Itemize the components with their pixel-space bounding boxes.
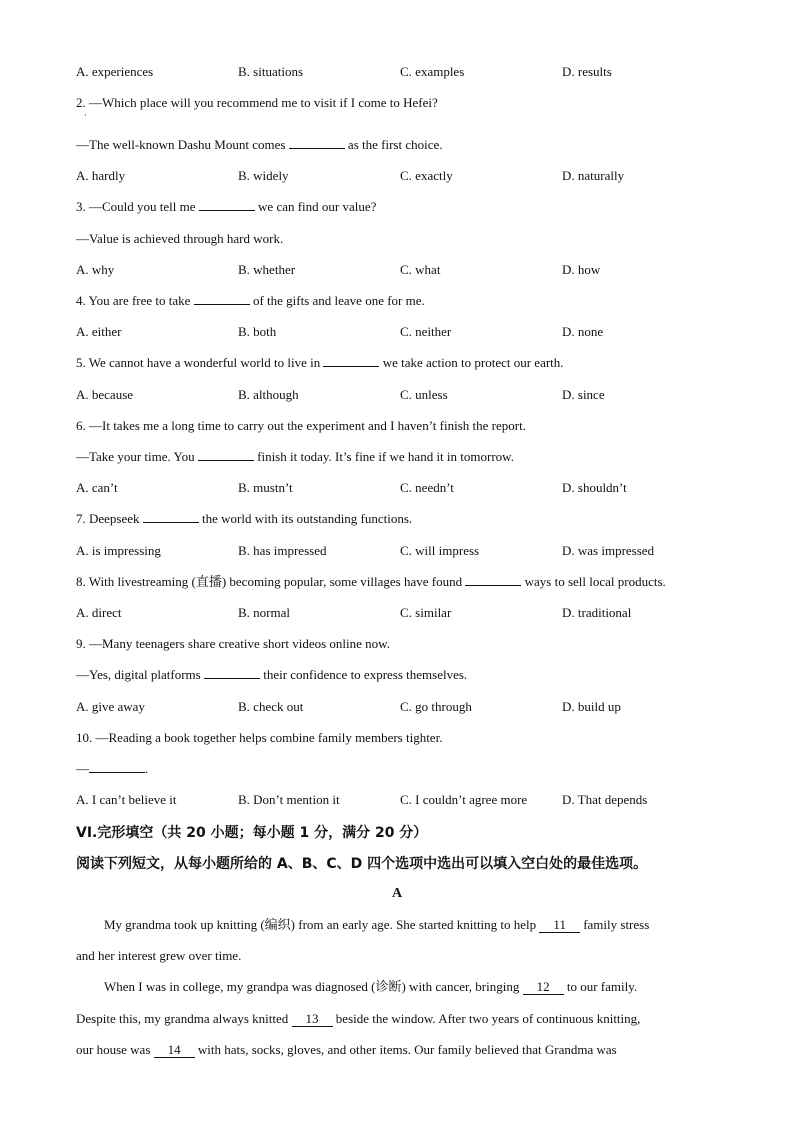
q4-option-d: D. none bbox=[562, 324, 604, 339]
q5-option-d: D. since bbox=[562, 387, 605, 402]
q10-stem: 10. —Reading a book together helps combine family members tighter. bbox=[76, 730, 443, 745]
q7-option-d: D. was impressed bbox=[562, 543, 655, 558]
q8-stem-pre: 8. With livestreaming (直播) becoming popular, some villages have found bbox=[76, 574, 463, 589]
q9-reply bbox=[76, 667, 467, 683]
q7-stem bbox=[76, 511, 412, 527]
q1-options bbox=[76, 64, 736, 80]
q2-options bbox=[76, 168, 736, 184]
q4-stem-post: of the gifts and leave one for me. bbox=[252, 293, 425, 308]
blank-12: 12 bbox=[523, 979, 564, 995]
q6-reply-post: finish it today. It’s fine if we hand it in tomorrow. bbox=[257, 449, 514, 464]
q6-stem: 6. —It takes me a long time to carry out the experiment and I haven’t finish the report. bbox=[76, 418, 526, 433]
q10-option-b: B. Don’t mention it bbox=[238, 792, 340, 807]
q3-option-c: C. what bbox=[400, 262, 441, 277]
passage-line-2: and her interest grew over time. bbox=[76, 948, 242, 963]
q6-reply bbox=[76, 449, 514, 465]
passage-line-4 bbox=[76, 1011, 722, 1027]
passage-text: to our family. bbox=[566, 979, 638, 994]
section-title: VI.完形填空（共 20 小题；每小题 1 分，满分 20 分） bbox=[76, 825, 428, 841]
q3-option-a: A. why bbox=[76, 262, 115, 277]
blank-11: 11 bbox=[539, 917, 580, 933]
q9-option-b: B. check out bbox=[238, 699, 304, 714]
q1-option-b: B. situations bbox=[238, 64, 304, 79]
q9-reply-pre: —Yes, digital platforms bbox=[76, 667, 201, 682]
q6-reply-pre: —Take your time. You bbox=[76, 449, 195, 464]
q2-blank bbox=[289, 137, 345, 149]
passage-text: our house was bbox=[76, 1042, 151, 1057]
q3-stem bbox=[76, 199, 376, 215]
q5-option-c: C. unless bbox=[400, 387, 448, 402]
q3-options bbox=[76, 262, 736, 278]
passage-text: My grandma took up knitting (编织) from an early age. She started knitting to help bbox=[104, 917, 537, 932]
q10-reply bbox=[76, 761, 148, 777]
q6-option-c: C. needn’t bbox=[400, 480, 454, 495]
q5-options bbox=[76, 387, 736, 403]
q9-option-d: D. build up bbox=[562, 699, 621, 714]
passage-line-5 bbox=[76, 1042, 722, 1058]
q7-stem-post: the world with its outstanding functions. bbox=[202, 511, 413, 526]
q1-option-c: C. examples bbox=[400, 64, 465, 79]
q3-stem-pre: 3. —Could you tell me bbox=[76, 199, 196, 214]
q2-stem: 2. —Which place will you recommend me to visit if I come to Hefei? bbox=[76, 95, 438, 110]
q9-reply-post: their confidence to express themselves. bbox=[263, 667, 468, 682]
q2-reply-pre: —The well-known Dashu Mount comes bbox=[76, 137, 286, 152]
q9-blank bbox=[204, 667, 260, 679]
q1-option-d: D. results bbox=[562, 64, 612, 79]
q4-options bbox=[76, 324, 736, 340]
q4-stem bbox=[76, 293, 425, 309]
q8-stem bbox=[76, 574, 666, 590]
q6-option-d: D. shouldn’t bbox=[562, 480, 627, 495]
stray-dot: · bbox=[84, 110, 87, 120]
passage-text: Despite this, my grandma always knitted bbox=[76, 1011, 289, 1026]
q4-blank bbox=[194, 293, 250, 305]
q3-reply: —Value is achieved through hard work. bbox=[76, 231, 284, 246]
q8-blank bbox=[465, 574, 521, 586]
passage-label: A bbox=[391, 886, 403, 901]
q8-options bbox=[76, 605, 736, 621]
q6-option-b: B. mustn’t bbox=[238, 480, 293, 495]
q5-stem-pre: 5. We cannot have a wonderful world to live in bbox=[76, 355, 321, 370]
q9-option-c: C. go through bbox=[400, 699, 472, 714]
q2-option-a: A. hardly bbox=[76, 168, 126, 183]
q3-option-d: D. how bbox=[562, 262, 601, 277]
q8-option-b: B. normal bbox=[238, 605, 290, 620]
q8-stem-post: ways to sell local products. bbox=[524, 574, 666, 589]
q3-blank bbox=[199, 199, 255, 211]
q8-option-d: D. traditional bbox=[562, 605, 632, 620]
q7-option-a: A. is impressing bbox=[76, 543, 161, 558]
q6-blank bbox=[198, 449, 254, 461]
q2-option-d: D. naturally bbox=[562, 168, 625, 183]
q10-option-a: A. I can’t believe it bbox=[76, 792, 177, 807]
passage-line-1 bbox=[76, 917, 750, 933]
passage-text: with hats, socks, gloves, and other items. Our family believed that Grandma was bbox=[197, 1042, 617, 1057]
q7-option-c: C. will impress bbox=[400, 543, 480, 558]
q10-option-d: D. That depends bbox=[562, 792, 648, 807]
q10-reply-post: . bbox=[145, 761, 149, 776]
passage-text: When I was in college, my grandpa was diagnosed (诊断) with cancer, bringing bbox=[104, 979, 520, 994]
blank-14: 14 bbox=[154, 1042, 195, 1058]
q2-reply bbox=[76, 137, 443, 153]
q5-stem bbox=[76, 355, 564, 371]
q6-options bbox=[76, 480, 736, 496]
q4-option-b: B. both bbox=[238, 324, 277, 339]
section-instruction: 阅读下列短文，从每小题所给的 A、B、C、D 四个选项中选出可以填入空白处的最佳选项。 bbox=[76, 856, 648, 872]
q7-blank bbox=[143, 511, 199, 523]
q7-options bbox=[76, 543, 736, 559]
q2-reply-post: as the first choice. bbox=[347, 137, 443, 152]
q1-option-a: A. experiences bbox=[76, 64, 154, 79]
q8-option-a: A. direct bbox=[76, 605, 122, 620]
q2-option-c: C. exactly bbox=[400, 168, 453, 183]
passage-text: family stress bbox=[583, 917, 650, 932]
q10-option-c: C. I couldn’t agree more bbox=[400, 792, 528, 807]
q3-option-b: B. whether bbox=[238, 262, 296, 277]
q10-reply-pre: — bbox=[76, 761, 89, 776]
q9-option-a: A. give away bbox=[76, 699, 145, 714]
q5-stem-post: we take action to protect our earth. bbox=[382, 355, 564, 370]
q5-blank bbox=[323, 355, 379, 367]
q2-option-b: B. widely bbox=[238, 168, 289, 183]
q4-option-c: C. neither bbox=[400, 324, 452, 339]
q4-option-a: A. either bbox=[76, 324, 122, 339]
q6-option-a: A. can’t bbox=[76, 480, 118, 495]
q8-option-c: C. similar bbox=[400, 605, 452, 620]
q7-option-b: B. has impressed bbox=[238, 543, 327, 558]
passage-text: beside the window. After two years of continuous knitting, bbox=[335, 1011, 641, 1026]
q3-stem-post: we can find our value? bbox=[258, 199, 377, 214]
q5-option-a: A. because bbox=[76, 387, 134, 402]
q5-option-b: B. although bbox=[238, 387, 299, 402]
passage-line-3 bbox=[76, 979, 750, 995]
q7-stem-pre: 7. Deepseek bbox=[76, 511, 140, 526]
q10-options bbox=[76, 792, 736, 808]
q9-options bbox=[76, 699, 736, 715]
q4-stem-pre: 4. You are free to take bbox=[76, 293, 191, 308]
blank-13: 13 bbox=[292, 1011, 333, 1027]
q10-blank bbox=[89, 761, 145, 773]
q9-stem: 9. —Many teenagers share creative short videos online now. bbox=[76, 636, 390, 651]
